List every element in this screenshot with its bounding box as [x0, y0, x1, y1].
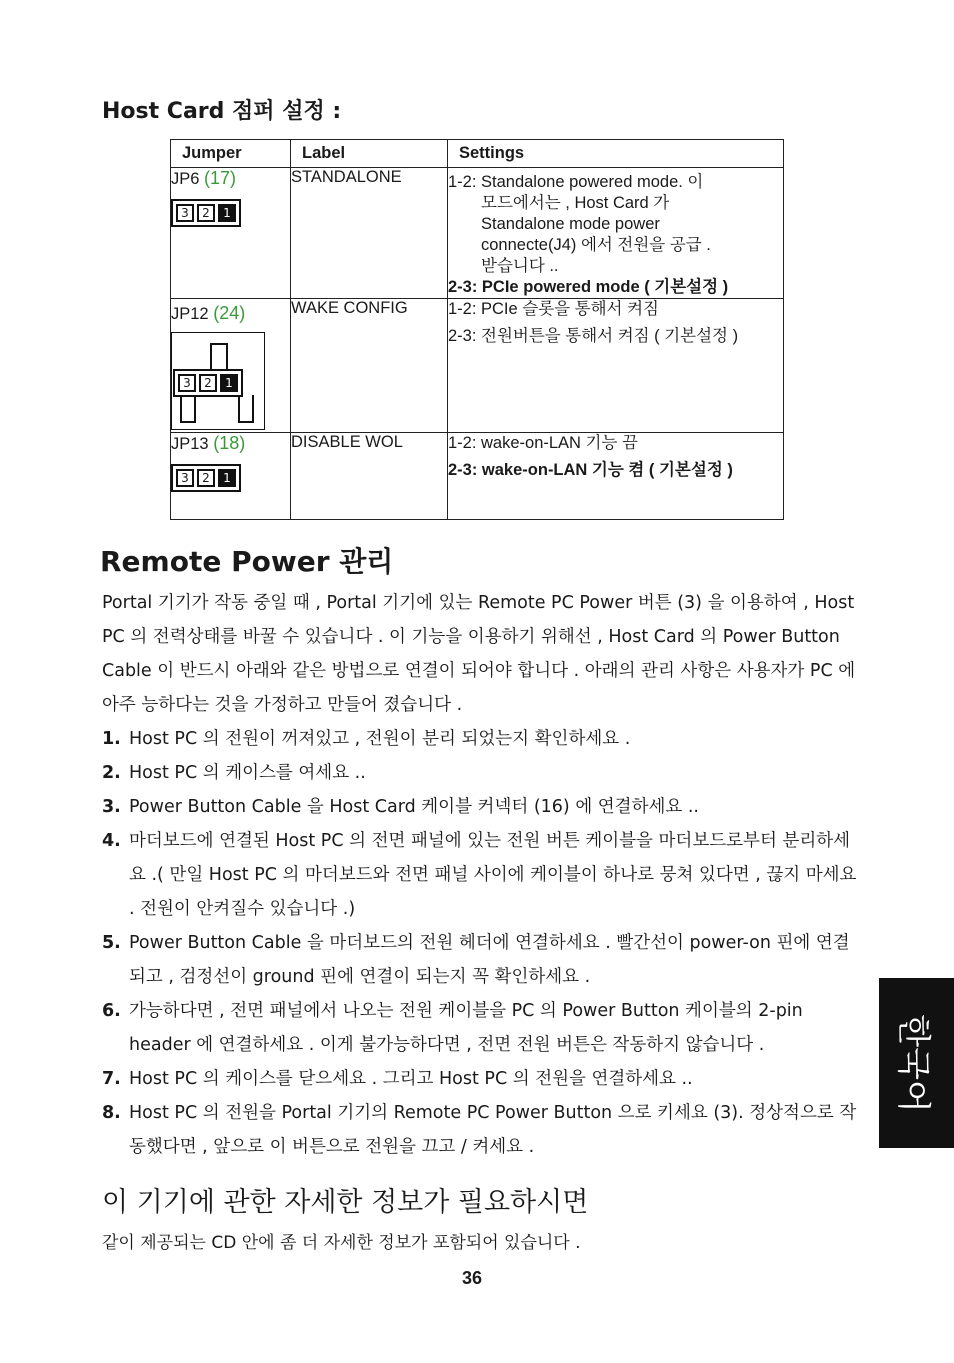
- setting-line: 1-2: Standalone powered mode. 이: [448, 173, 704, 191]
- setting-line: 2-3: 전원버튼을 통해서 켜짐 ( 기본설정 ): [448, 327, 739, 345]
- settings-cell: [448, 433, 784, 520]
- settings-cell: [448, 299, 784, 433]
- step-text: Power Button Cable 을 마더보드의 전원 헤더에 연결하세요 . 빨간선이 power-on 핀에 연결되고 , 검정선이 ground 핀에 연결이 되는지 꼭 확인하세요 .: [129, 933, 850, 987]
- table-header-row: [171, 140, 784, 168]
- jumper-lead-right: [238, 395, 254, 423]
- section-title-jumper-settings: Host Card 점퍼 설정 :: [102, 99, 342, 124]
- setting-line-default: 2-3: PCIe powered mode ( 기본설정 ): [448, 278, 729, 296]
- header-jumper: Jumper: [171, 140, 291, 168]
- pin-3: 3: [176, 204, 194, 222]
- setting-line: 1-2: wake-on-LAN 기능 끔: [448, 434, 638, 452]
- jumper-cell: [171, 433, 291, 520]
- label-cell: DISABLE WOL: [291, 433, 448, 520]
- setting-line: 모드에서는 , Host Card 가: [481, 194, 670, 212]
- language-label: 한국어: [893, 1013, 934, 1113]
- step-number: 3.: [102, 797, 121, 817]
- jumper-cell: [171, 168, 291, 299]
- step-text: 마더보드에 연결된 Host PC 의 전면 패널에 있는 전원 버튼 케이블을 마더보드로부터 분리하세요 .( 만일 Host PC 의 마더보드와 전면 패널 사이에 케이블이 하나로 뭉쳐 있다면 , 끊지 마세요 . 전원이 안켜질수 있습니다 .): [129, 831, 857, 919]
- jumper-name: JP6: [171, 170, 200, 188]
- section-title-more-info: 이 기기에 관한 자세한 정보가 필요하시면: [102, 1187, 589, 1218]
- table-row: [171, 168, 784, 299]
- step-number: 2.: [102, 763, 121, 783]
- jumper-pin-diagram: [171, 199, 241, 227]
- table-row: [171, 433, 784, 520]
- jumper-name: JP13: [171, 435, 209, 453]
- step-text: Host PC 의 케이스를 닫으세요 . 그리고 Host PC 의 전원을 연결하세요 ..: [129, 1069, 693, 1089]
- header-label: Label: [291, 140, 448, 168]
- step-text: Host PC 의 케이스를 여세요 ..: [129, 763, 366, 783]
- pin-1: 1: [218, 469, 236, 487]
- list-item: [102, 824, 862, 926]
- label-cell: STANDALONE: [291, 168, 448, 299]
- step-number: 6.: [102, 1001, 121, 1021]
- intro-paragraph: Portal 기기가 작동 중일 때 , Portal 기기에 있는 Remote PC Power 버튼 (3) 을 이용하여 , Host PC 의 전력상태를 바꿀 수 있습니다 . 이 기능을 이용하기 위해선 , Host Card 의 Power Button Cable 이 반드시 아래와 같은 방법으로 연결이 되어야 합니다 . 아래의 관리 사항은 사용자가 PC 에 아주 능하다는 것을 가정하고 만들어 졌습니다 .: [102, 593, 856, 715]
- jumper-pin-diagram: [171, 464, 241, 492]
- steps-list: [102, 722, 862, 1164]
- list-item: [102, 994, 862, 1062]
- jumper-cell: [171, 299, 291, 433]
- pin-2: 2: [199, 374, 217, 392]
- step-number: 5.: [102, 933, 121, 953]
- jumper-name: JP12: [171, 305, 209, 323]
- step-number: 4.: [102, 831, 121, 851]
- list-item: [102, 1062, 862, 1096]
- list-item: [102, 926, 862, 994]
- section-title-remote-power: Remote Power 관리: [100, 545, 394, 578]
- header-settings: Settings: [448, 140, 784, 168]
- setting-line: connecte(J4) 에서 전원을 공급 .: [481, 236, 711, 254]
- page-number: 36: [462, 1268, 483, 1288]
- settings-cell: [448, 168, 784, 299]
- step-text: Host PC 의 전원을 Portal 기기의 Remote PC Power Button 으로 키세요 (3). 정상적으로 작동했다면 , 앞으로 이 버튼으로 전원을 끄고 / 켜세요 .: [129, 1103, 857, 1157]
- table-row: [171, 299, 784, 433]
- pin-1: 1: [218, 204, 236, 222]
- jumper-pin-row: [173, 369, 243, 397]
- jumper-lead-left: [180, 395, 196, 423]
- list-item: [102, 722, 862, 756]
- list-item: [102, 1096, 862, 1164]
- jumper-table: [170, 139, 784, 520]
- setting-line: Standalone mode power: [481, 215, 660, 233]
- label-cell: WAKE CONFIG: [291, 299, 448, 433]
- language-side-tab: [879, 978, 954, 1148]
- pin-1: 1: [220, 374, 238, 392]
- jumper-callout-number: (24): [213, 303, 246, 323]
- list-item: [102, 756, 862, 790]
- pin-2: 2: [197, 204, 215, 222]
- setting-line: 1-2: PCIe 슬롯을 통해서 켜짐: [448, 300, 659, 318]
- jumper-callout-number: (18): [213, 433, 246, 453]
- step-number: 1.: [102, 729, 121, 749]
- step-text: 가능하다면 , 전면 패널에서 나오는 전원 케이블을 PC 의 Power Button 케이블의 2-pin header 에 연결하세요 . 이게 불가능하다면 , 전면 전원 버튼은 작동하지 않습니다 .: [129, 1001, 803, 1055]
- setting-line: 받습니다 ..: [481, 257, 559, 275]
- step-number: 8.: [102, 1103, 121, 1123]
- more-info-note: 같이 제공되는 CD 안에 좀 더 자세한 정보가 포함되어 있습니다 .: [102, 1233, 581, 1253]
- step-number: 7.: [102, 1069, 121, 1089]
- step-text: Host PC 의 전원이 꺼져있고 , 전원이 분리 되었는지 확인하세요 .: [129, 729, 631, 749]
- jumper-callout-number: (17): [204, 168, 237, 188]
- pin-3: 3: [176, 469, 194, 487]
- pin-3: 3: [178, 374, 196, 392]
- step-text: Power Button Cable 을 Host Card 케이블 커넥터 (16) 에 연결하세요 ..: [129, 797, 699, 817]
- list-item: [102, 790, 862, 824]
- jumper-pin-diagram-vertical: [171, 332, 265, 430]
- setting-line-default: 2-3: wake-on-LAN 기능 켬 ( 기본설정 ): [448, 461, 733, 479]
- pin-2: 2: [197, 469, 215, 487]
